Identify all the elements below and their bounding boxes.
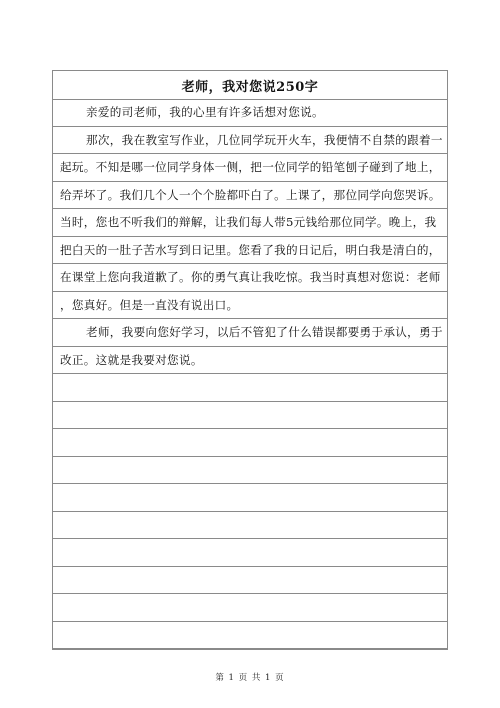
- empty-line-12: [53, 402, 447, 430]
- text-line-3: 起玩。不知是哪一位同学身体一侧，把一位同学的铅笔刨子碰到了地上，: [53, 154, 447, 182]
- page-number: 第 1 页 共 1 页: [215, 673, 285, 683]
- empty-line-18: [53, 567, 447, 595]
- text-lines: [53, 99, 447, 649]
- text-line-2: 那次，我在教室写作业，几位同学玩开火车，我便情不自禁的跟着一: [53, 127, 447, 155]
- text-line-1: 亲爱的司老师，我的心里有许多话想对您说。: [53, 99, 447, 127]
- text-line-8: ，您真好。但是一直没有说出口。: [53, 292, 447, 320]
- text-line-5: 当时，您也不听我们的辩解，让我们每人带5元钱给那位同学。晚上，我: [53, 209, 447, 237]
- text-line-7: 在课堂上您向我道歉了。你的勇气真让我吃惊。我当时真想对您说：老师: [53, 264, 447, 292]
- text-line-6: 把白天的一肚子苦水写到日记里。您看了我的日记后，明白我是清白的，: [53, 237, 447, 265]
- text-line-10: 改正。这就是我要对您说。: [53, 347, 447, 375]
- empty-line-19: [53, 594, 447, 622]
- empty-line-16: [53, 512, 447, 540]
- empty-line-13: [53, 429, 447, 457]
- text-line-9: 老师，我要向您好学习，以后不管犯了什么错误都要勇于承认，勇于: [53, 319, 447, 347]
- empty-line-15: [53, 484, 447, 512]
- empty-line-20: [53, 622, 447, 650]
- empty-line-14: [53, 457, 447, 485]
- lined-paper: [52, 70, 448, 650]
- text-line-4: 给弄坏了。我们几个人一个个脸都吓白了。上课了，那位同学向您哭诉。: [53, 182, 447, 210]
- empty-line-11: [53, 374, 447, 402]
- document-title: 老师，我对您说250字: [53, 71, 447, 100]
- empty-line-17: [53, 539, 447, 567]
